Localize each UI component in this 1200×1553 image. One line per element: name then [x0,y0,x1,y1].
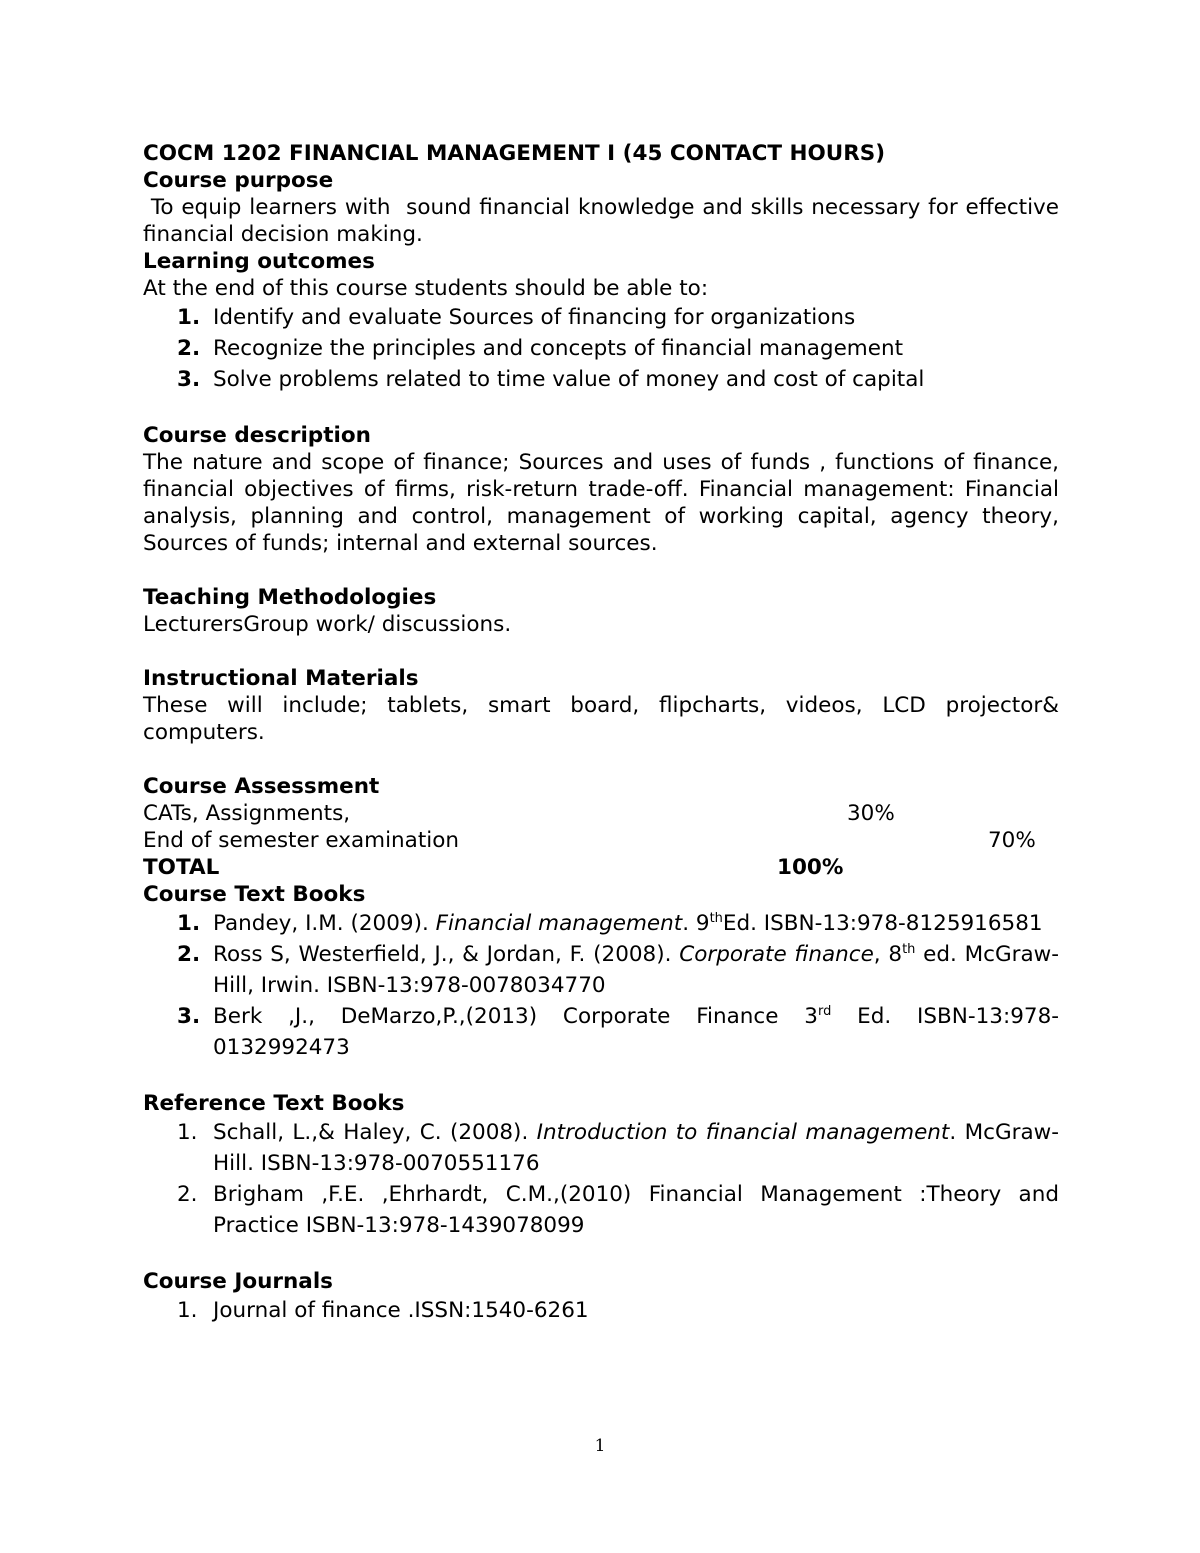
list-item: 2. Brigham ,F.E. ,Ehrhardt, C.M.,(2010) Financial Management :Theory and Practice ISBN-13:978-1439078099 [177,1182,1059,1238]
page-number: 1 [594,1436,606,1456]
teaching-heading: Teaching Methodologies [143,585,437,610]
materials-text: These will include; tablets, smart board, flipcharts, videos, LCD projector& computers. [143,693,1059,745]
outcomes-heading: Learning outcomes [143,249,375,274]
course-title: COCM 1202 FINANCIAL MANAGEMENT I (45 CONTACT HOURS) [143,141,886,166]
list-item: 3. Berk ,J., DeMarzo,P.,(2013) Corporate Finance 3rd Ed. ISBN-13:978-0132992473 [177,1003,1060,1060]
assessment-heading: Course Assessment [143,774,380,799]
outcomes-list [143,302,1059,395]
list-item: 1. Pandey, I.M. (2009). Financial management. 9thEd. ISBN-13:978-8125916581 [177,910,1043,936]
list-item: 2. Recognize the principles and concepts of financial management [177,336,904,361]
description-text: The nature and scope of finance; Sources and uses of funds , functions of finance, financial objectives of firms, risk-return trade-off. Financial management: Financial analysis, planning and control, management of working capital, agency theory, Sources of funds; internal and external sources. [143,450,1059,556]
textbooks-heading: Course Text Books [143,882,366,907]
list-item: 1. Identify and evaluate Sources of financing for organizations [177,305,856,330]
purpose-heading: Course purpose [143,168,334,193]
list-item: 2. Ross S, Westerfield, J., & Jordan, F. (2008). Corporate finance, 8th ed. McGraw- Hill, Irwin. ISBN-13:978-0078034770 [177,941,1059,998]
reference-heading: Reference Text Books [143,1091,405,1116]
document-page [143,140,1066,1326]
assessment-row: CATs, Assignments, 30% [143,801,895,826]
description-heading: Course description [143,423,371,448]
assessment-row: End of semester examination 70% [143,828,1036,853]
list-item: 1. Journal of finance .ISSN:1540-6261 [177,1298,589,1323]
assessment-total-row: TOTAL 100% [143,855,844,880]
teaching-text: LecturersGroup work/ discussions. [143,612,512,637]
materials-heading: Instructional Materials [143,666,419,691]
journals-heading: Course Journals [143,1269,333,1294]
list-item: 3. Solve problems related to time value of money and cost of capital [177,367,925,392]
textbooks-list [143,908,1059,1063]
outcomes-intro: At the end of this course students should be able to: [143,276,709,301]
purpose-text: To equip learners with sound financial knowledge and skills necessary for effective financial decision making. [143,195,1066,247]
reference-list [143,1117,1059,1241]
list-item: 1. Schall, L.,& Haley, C. (2008). Introduction to financial management. McGraw- Hill. ISBN-13:978-0070551176 [177,1120,1059,1176]
journals-list [143,1295,1059,1326]
